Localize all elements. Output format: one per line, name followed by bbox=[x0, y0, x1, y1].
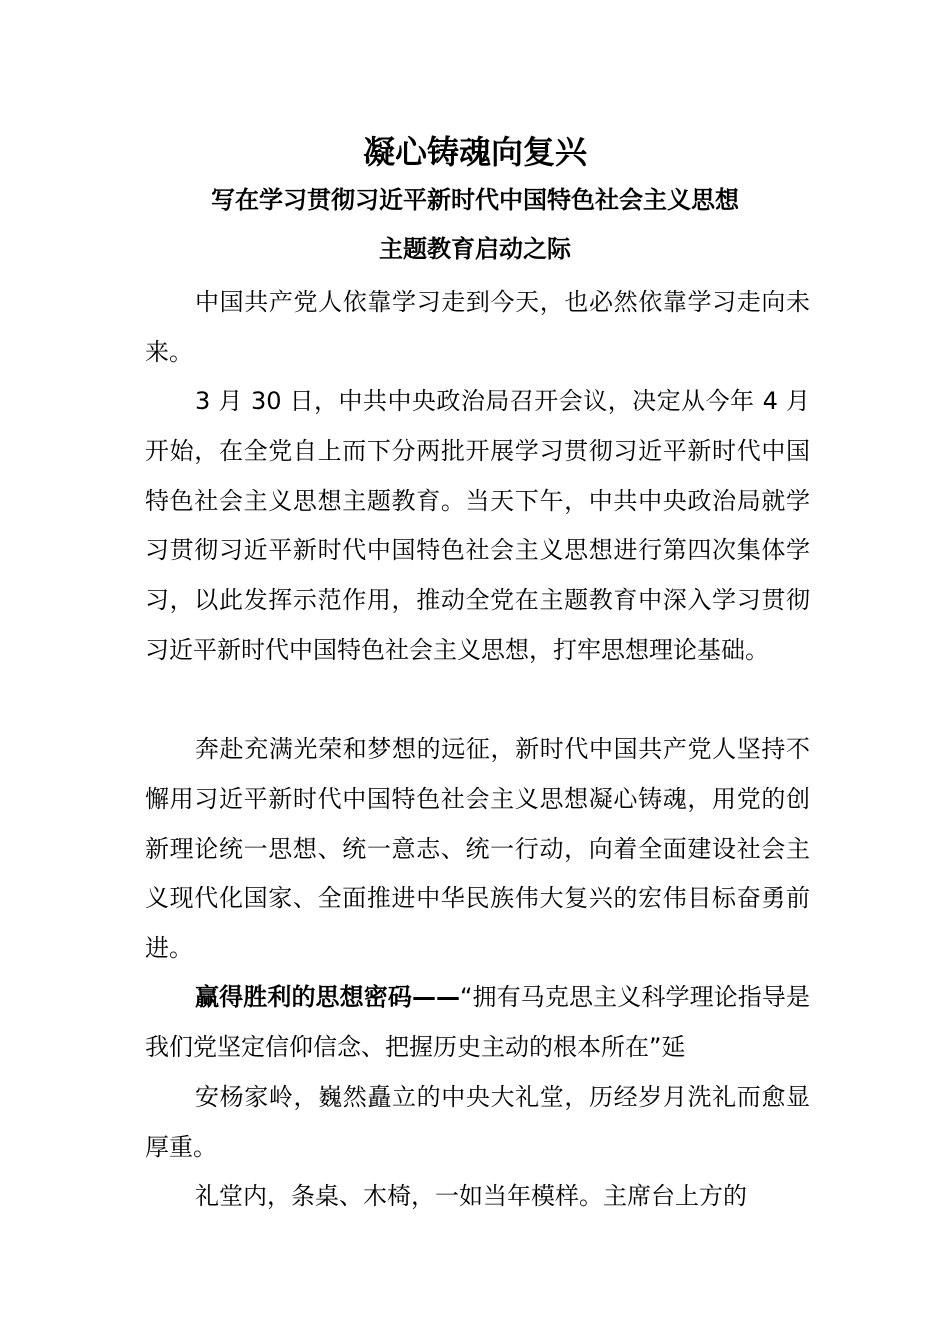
body-paragraph-5: 礼堂内，条桌、木椅，一如当年模样。主席台上方的 bbox=[195, 1182, 747, 1210]
document-subtitle-line-2: 主题教育启动之际 bbox=[379, 235, 571, 263]
document-subtitle-line-1: 写在学习贯彻习近平新时代中国特色社会主义思想 bbox=[211, 186, 739, 214]
section-heading-quote: “拥有马克思主义科学理论指导是我们党坚定信仰信念、把握历史主动的根本所在”延 bbox=[145, 983, 811, 1061]
section-heading-bold: 赢得胜利的思想密码—— bbox=[195, 983, 461, 1011]
body-paragraph-3: 奔赴充满光荣和梦想的远征，新时代中国共产党人坚持不懈用习近平新时代中国特色社会主义思想凝心铸魂，用党的创新理论统一思想、统一意志、统一行动，向着全面建设社会主义现代化国家、全面推进中华民族伟大复兴的宏伟目标奋勇前进。 bbox=[145, 735, 810, 963]
section-heading-paragraph bbox=[145, 973, 810, 1073]
body-paragraph-4: 安杨家岭，巍然矗立的中央大礼堂，历经岁月洗礼而愈显厚重。 bbox=[145, 1083, 810, 1161]
body-paragraph-2: 3 月 30 日，中共中央政治局召开会议，决定从今年 4 月开始，在全党自上而下分两批开展学习贯彻习近平新时代中国特色社会主义思想主题教育。当天下午，中共中央政治局就学习贯彻习近平新时代中国特色社会主义思想进行第四次集体学习，以此发挥示范作用，推动全党在主题教育中深入学习贯彻习近平新时代中国特色社会主义思想，打牢思想理论基础。 bbox=[145, 387, 810, 664]
body-paragraph-1: 中国共产党人依靠学习走到今天，也必然依靠学习走向未来。 bbox=[145, 288, 810, 366]
document-title: 凝心铸魂向复兴 bbox=[362, 133, 587, 171]
